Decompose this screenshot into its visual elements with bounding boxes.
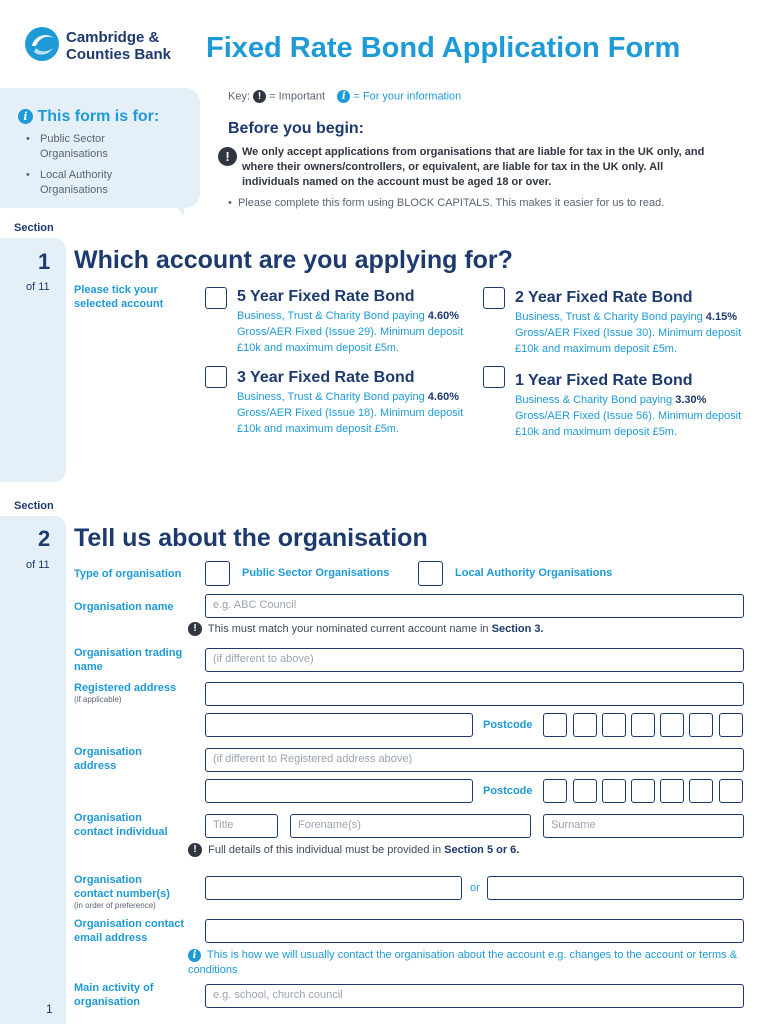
email-label: Organisation contact email address — [74, 918, 185, 944]
postcode-box[interactable] — [573, 713, 597, 737]
section-title: Which account are you applying for? — [74, 246, 513, 274]
before-you-begin-heading: Before you begin: — [228, 120, 365, 137]
product-description: Business & Charity Bond paying 3.30% Gross/AER Fixed (Issue 56). Minimum deposit £10k and maximum deposit £5m. — [515, 394, 742, 438]
product-description: Business, Trust & Charity Bond paying 4.60% Gross/AER Fixed (Issue 29). Minimum deposit £10k and maximum deposit £5m. — [237, 310, 464, 354]
list-item: • Public Sector Organisations — [24, 132, 144, 162]
bond-5-year-checkbox[interactable] — [205, 287, 227, 309]
organisation-address-label: Organisation address — [74, 746, 142, 772]
bank-name: Cambridge & Counties Bank — [66, 29, 172, 63]
organisation-address-line-1[interactable]: (if different to Registered address above) — [205, 748, 744, 772]
or-separator: or — [470, 882, 480, 894]
info-icon: i — [337, 90, 350, 103]
block-capitals-note: • Please complete this form using BLOCK CAPITALS. This makes it easier for us to read. — [228, 197, 665, 209]
postcode-box[interactable] — [689, 713, 713, 737]
public-sector-label: Public Sector Organisations — [242, 567, 390, 579]
section-2-sidebar — [0, 516, 66, 1024]
email-input[interactable] — [205, 919, 744, 943]
postcode-box[interactable] — [719, 713, 743, 737]
section-number: 1 — [38, 249, 51, 274]
section-label: Section — [14, 500, 54, 512]
contact-individual-label: Organisation contact individual — [74, 812, 168, 838]
tick-instruction: Please tick your selected account — [74, 284, 164, 310]
registered-address-sublabel: (if applicable) — [74, 695, 122, 704]
contact-number-sublabel: (in order of preference) — [74, 901, 156, 910]
contact-number-1-input[interactable] — [205, 876, 462, 900]
bank-logo-icon — [24, 26, 60, 62]
main-activity-label: Main activity of organisation — [74, 982, 154, 1008]
page-number: 1 — [46, 1002, 53, 1016]
form-title: Fixed Rate Bond Application Form — [206, 32, 681, 64]
organisation-name-input[interactable]: e.g. ABC Council — [205, 594, 744, 618]
registered-address-line-1[interactable] — [205, 682, 744, 706]
product-description: Business, Trust & Charity Bond paying 4.15% Gross/AER Fixed (Issue 30). Minimum deposit £10k and maximum deposit £5m. — [515, 311, 742, 355]
important-icon: ! — [188, 843, 202, 857]
local-authority-label: Local Authority Organisations — [455, 567, 613, 579]
section-title: Tell us about the organisation — [74, 524, 428, 552]
contact-number-label: Organisation contact number(s) — [74, 874, 170, 900]
section-of-total: of 11 — [26, 559, 50, 571]
product-title: 1 Year Fixed Rate Bond — [515, 372, 693, 389]
type-of-organisation-label: Type of organisation — [74, 568, 182, 580]
postcode-box[interactable] — [660, 779, 684, 803]
product-description: Business, Trust & Charity Bond paying 4.60% Gross/AER Fixed (Issue 18). Minimum deposit £10k and maximum deposit £5m. — [237, 391, 464, 435]
postcode-box[interactable] — [631, 713, 655, 737]
info-icon: i — [18, 109, 33, 124]
main-activity-input[interactable]: e.g. school, church council — [205, 984, 744, 1008]
postcode-box[interactable] — [660, 713, 684, 737]
bond-2-year-checkbox[interactable] — [483, 287, 505, 309]
speech-bubble-tail — [164, 190, 184, 216]
icon-key: Key: ! = Important i = For your information — [228, 90, 462, 103]
important-icon: ! — [218, 147, 237, 166]
contact-forename-input[interactable]: Forename(s) — [290, 814, 531, 838]
important-icon: ! — [253, 90, 266, 103]
section-1-sidebar — [0, 238, 66, 482]
product-title: 3 Year Fixed Rate Bond — [237, 369, 415, 386]
public-sector-checkbox[interactable] — [205, 561, 230, 586]
list-item: • Local Authority Organisations — [24, 168, 144, 198]
postcode-box[interactable] — [719, 779, 743, 803]
postcode-box[interactable] — [543, 779, 567, 803]
section-number: 2 — [38, 526, 51, 551]
contact-individual-note: ! Full details of this individual must be provided in Section 5 or 6. — [188, 843, 519, 858]
contact-title-input[interactable]: Title — [205, 814, 278, 838]
postcode-box[interactable] — [689, 779, 713, 803]
bond-3-year-checkbox[interactable] — [205, 366, 227, 388]
registered-address-label: Registered address — [74, 682, 177, 694]
postcode-box[interactable] — [602, 713, 626, 737]
postcode-label: Postcode — [483, 719, 533, 731]
organisation-name-label: Organisation name — [74, 601, 174, 613]
form-for-heading: i This form is for: — [18, 108, 159, 126]
registered-address-line-2[interactable] — [205, 713, 473, 737]
info-icon: i — [188, 949, 201, 962]
organisation-address-line-2[interactable] — [205, 779, 473, 803]
postcode-label: Postcode — [483, 785, 533, 797]
product-title: 2 Year Fixed Rate Bond — [515, 289, 693, 306]
organisation-name-note: ! This must match your nominated current account name in Section 3. — [188, 622, 544, 637]
local-authority-checkbox[interactable] — [418, 561, 443, 586]
email-note: i This is how we will usually contact the organisation about the account e.g. changes to the account or terms & conditions — [188, 949, 738, 976]
bond-1-year-checkbox[interactable] — [483, 366, 505, 388]
section-of-total: of 11 — [26, 281, 50, 293]
postcode-box[interactable] — [543, 713, 567, 737]
contact-number-2-input[interactable] — [487, 876, 744, 900]
section-label: Section — [14, 222, 54, 234]
postcode-box[interactable] — [602, 779, 626, 803]
trading-name-label: Organisation trading name — [74, 647, 183, 673]
postcode-box[interactable] — [631, 779, 655, 803]
eligibility-notice: We only accept applications from organisations that are liable for tax in the UK only, and where their owners/controllers, or equivalent, are liable for tax in the UK only. All individuals named on the account must be aged 18 or over. — [242, 146, 705, 188]
important-icon: ! — [188, 622, 202, 636]
postcode-box[interactable] — [573, 779, 597, 803]
trading-name-input[interactable]: (if different to above) — [205, 648, 744, 672]
contact-surname-input[interactable]: Surname — [543, 814, 744, 838]
form-for-list — [24, 132, 144, 204]
product-title: 5 Year Fixed Rate Bond — [237, 288, 415, 305]
